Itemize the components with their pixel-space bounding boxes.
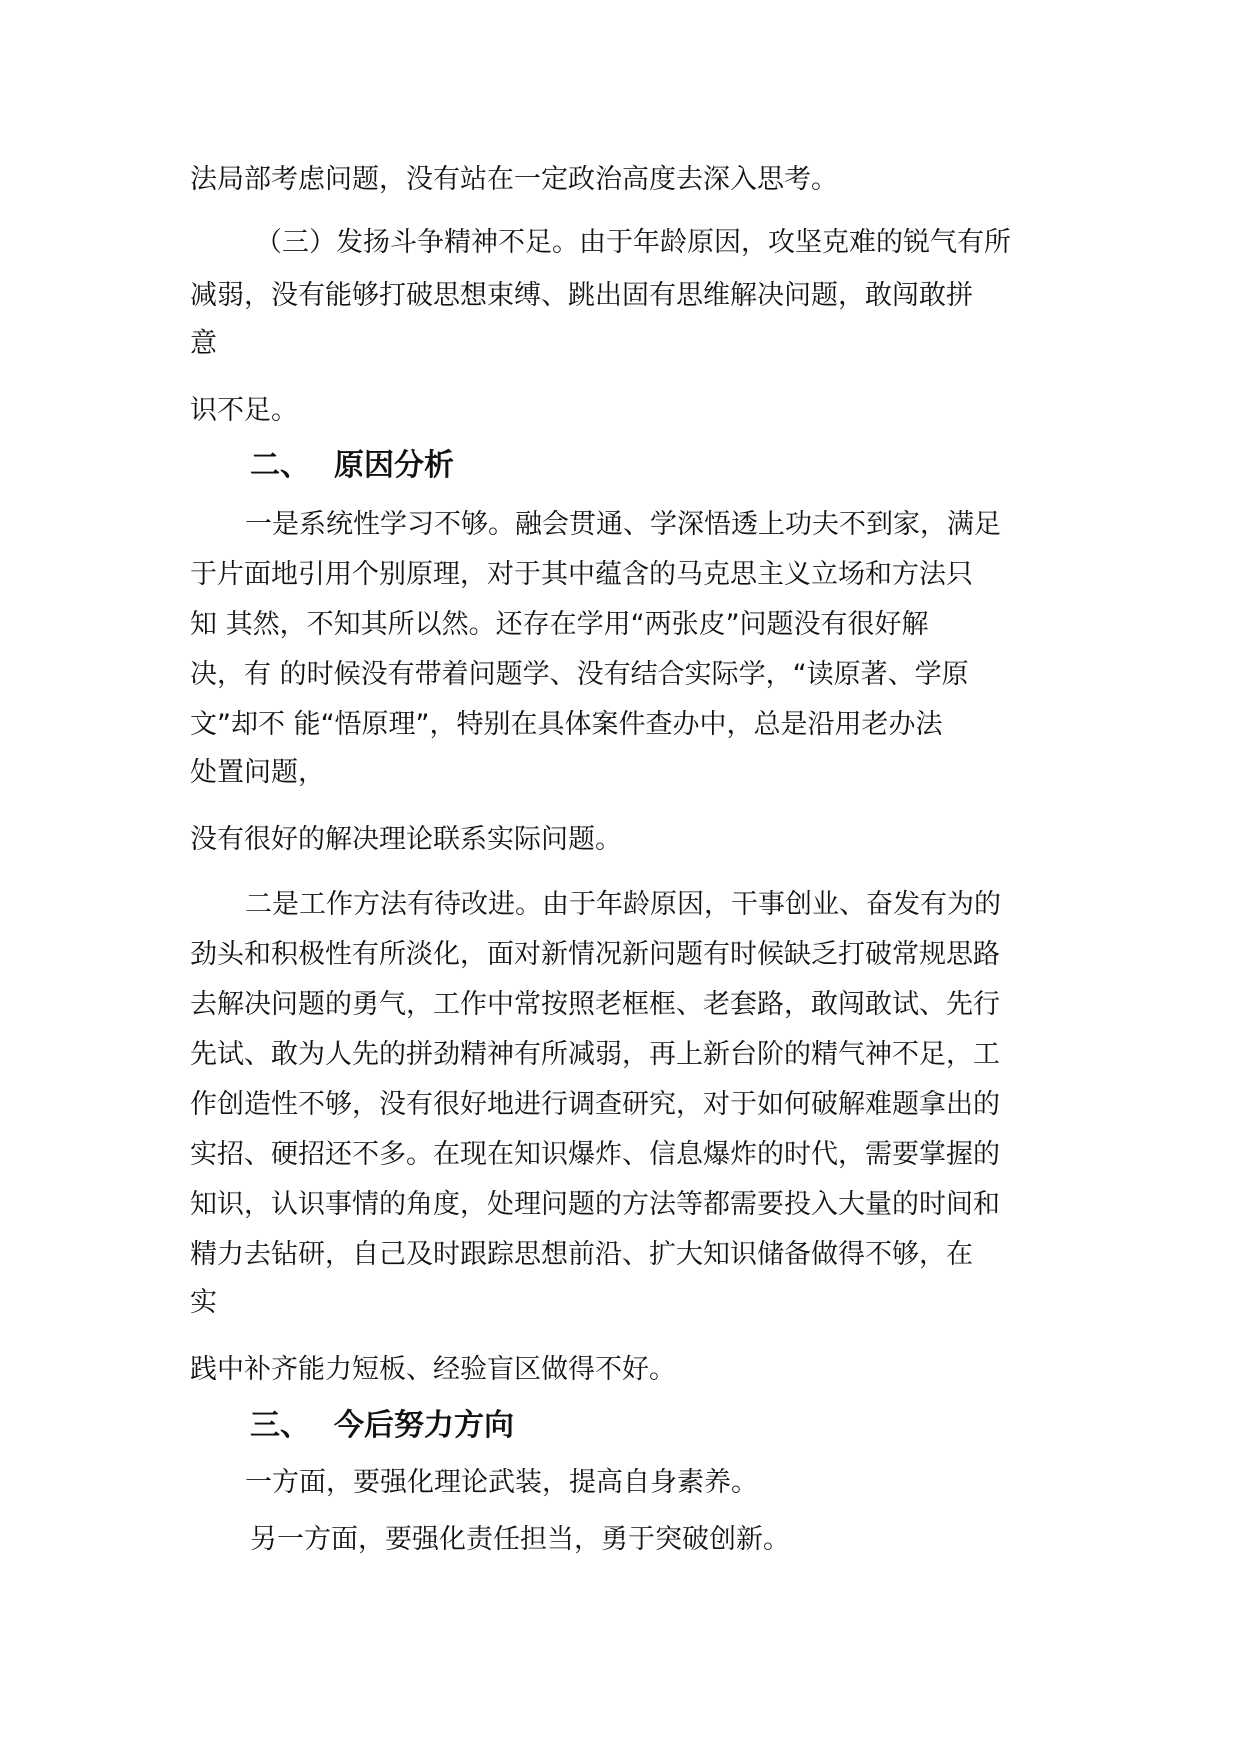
paragraph-line: 文”却不 能“悟原理”，特别在具体案件查办中，总是沿用老办法 [190,709,943,740]
paragraph-line: 一是系统性学习不够。融会贯通、学深悟透上功夫不到家，满足 [245,509,1001,540]
paragraph-line: 识不足。 [190,395,298,426]
paragraph-line: 二是工作方法有待改进。由于年龄原因，干事创业、奋发有为的 [245,889,1001,920]
paragraph-line: 践中补齐能力短板、经验盲区做得不好。 [190,1354,676,1385]
paragraph-line: 减弱，没有能够打破思想束缚、跳出固有思维解决问题，敢闯敢拼 [190,280,973,311]
paragraph-line: 决，有 的时候没有带着问题学、没有结合实际学，“读原著、学原 [190,659,969,690]
section-title: 原因分析 [334,448,454,483]
section-number: 二、 [250,448,310,483]
section-title: 今后努力方向 [334,1408,514,1443]
paragraph-line: 法局部考虑问题，没有站在一定政治高度去深入思考。 [190,164,838,195]
paragraph-line: 于片面地引用个别原理，对于其中蕴含的马克思主义立场和方法只 [190,559,973,590]
paragraph-line: 意 [190,328,217,359]
paragraph-line: 先试、敢为人先的拼劲精神有所减弱，再上新台阶的精气神不足，工 [190,1039,1000,1070]
section-heading [250,1406,514,1446]
paragraph-line: 实招、硬招还不多。在现在知识爆炸、信息爆炸的时代，需要掌握的 [190,1139,1000,1170]
paragraph-line: 处置问题， [190,757,325,788]
paragraph-line: （三）发扬斗争精神不足。由于年龄原因，攻坚克难的锐气有所 [255,227,1011,258]
paragraph-line: 去解决问题的勇气，工作中常按照老框框、老套路，敢闯敢试、先行 [190,989,1000,1020]
paragraph-line: 一方面，要强化理论武装，提高自身素养。 [245,1467,758,1498]
paragraph-line: 另一方面，要强化责任担当，勇于突破创新。 [250,1524,790,1555]
section-number: 三、 [250,1408,310,1443]
paragraph-line: 实 [190,1287,217,1318]
paragraph-line: 作创造性不够，没有很好地进行调查研究，对于如何破解难题拿出的 [190,1089,1000,1120]
paragraph-line: 知识，认识事情的角度，处理问题的方法等都需要投入大量的时间和 [190,1189,1000,1220]
paragraph-line: 没有很好的解决理论联系实际问题。 [190,824,622,855]
paragraph-line: 精力去钻研，自己及时跟踪思想前沿、扩大知识储备做得不够，在 [190,1239,973,1270]
paragraph-line: 知 其然，不知其所以然。还存在学用“两张皮”问题没有很好解 [190,609,929,640]
paragraph-line: 劲头和积极性有所淡化，面对新情况新问题有时候缺乏打破常规思路 [190,939,1000,970]
section-heading [250,446,454,486]
